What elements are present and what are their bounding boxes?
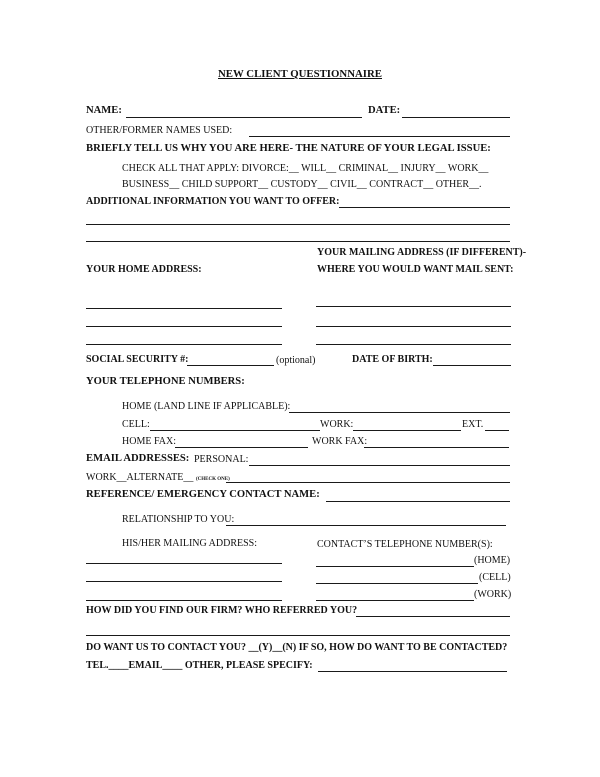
contact-work-phone-field[interactable] <box>316 600 474 601</box>
contact-cell-label: (CELL) <box>479 572 511 583</box>
date-label: DATE: <box>368 105 401 116</box>
check-one-note: (CHECK ONE) <box>196 477 230 482</box>
relationship-field[interactable] <box>226 525 506 526</box>
additional-info-line-2[interactable] <box>86 224 510 225</box>
contact-method-label[interactable]: TEL.____EMAIL____ OTHER, PLEASE SPECIFY: <box>86 660 313 671</box>
date-field[interactable] <box>402 117 510 118</box>
contact-method-other-field[interactable] <box>318 671 507 672</box>
additional-info-line-3[interactable] <box>86 241 510 242</box>
home-address-label: YOUR HOME ADDRESS: <box>86 264 202 275</box>
personal-email-field[interactable] <box>249 465 510 466</box>
contact-permission-question[interactable]: DO WANT US TO CONTACT YOU? __(Y)__(N) IF SO, HOW DO WANT TO BE CONTACTED? <box>86 642 508 653</box>
work-fax-label: WORK FAX: <box>312 436 368 447</box>
contact-cell-phone-field[interactable] <box>316 583 478 584</box>
contact-address-line-1[interactable] <box>86 563 282 564</box>
referral-field[interactable] <box>356 616 510 617</box>
mailing-address-line-3[interactable] <box>316 344 511 345</box>
contact-home-label: (HOME) <box>474 555 511 566</box>
ssn-optional-note: (optional) <box>276 355 316 366</box>
case-type-checklist-line-2[interactable]: BUSINESS__ CHILD SUPPORT__ CUSTODY__ CIVIL__ CONTRACT__ OTHER__. <box>122 179 482 190</box>
cell-label: CELL: <box>122 419 150 430</box>
work-fax-field[interactable] <box>364 447 509 448</box>
name-field[interactable] <box>126 117 362 118</box>
home-fax-label: HOME FAX: <box>122 436 176 447</box>
dob-field[interactable] <box>433 365 511 366</box>
ext-field[interactable] <box>485 430 509 431</box>
ext-label: EXT. <box>462 419 484 430</box>
reference-contact-label: REFERENCE/ EMERGENCY CONTACT NAME: <box>86 489 320 500</box>
name-label: NAME: <box>86 105 122 116</box>
personal-email-label: PERSONAL: <box>194 454 249 465</box>
work-alternate-label[interactable]: WORK__ALTERNATE__ <box>86 472 194 483</box>
work-email-field[interactable] <box>226 482 510 483</box>
reference-contact-field[interactable] <box>326 501 510 502</box>
ssn-field[interactable] <box>187 365 274 366</box>
other-names-field[interactable] <box>249 136 510 137</box>
mailing-address-line-1[interactable] <box>316 306 511 307</box>
home-fax-field[interactable] <box>175 447 308 448</box>
cell-field[interactable] <box>150 430 320 431</box>
contact-work-label: (WORK) <box>474 589 512 600</box>
home-address-line-1[interactable] <box>86 308 282 309</box>
form-title: NEW CLIENT QUESTIONNAIRE <box>218 68 382 80</box>
brief-label: BRIEFLY TELL US WHY YOU ARE HERE- THE NATURE OF YOUR LEGAL ISSUE: <box>86 143 491 154</box>
home-phone-label: HOME (LAND LINE IF APPLICABLE): <box>122 401 291 412</box>
ssn-label: SOCIAL SECURITY #: <box>86 354 189 365</box>
additional-info-field[interactable] <box>339 207 510 208</box>
referral-line-2[interactable] <box>86 635 510 636</box>
work-phone-field[interactable] <box>353 430 461 431</box>
contact-home-phone-field[interactable] <box>316 566 474 567</box>
contact-address-line-2[interactable] <box>86 581 282 582</box>
other-names-label: OTHER/FORMER NAMES USED: <box>86 125 233 136</box>
dob-label: DATE OF BIRTH: <box>352 354 433 365</box>
case-type-checklist-line-1[interactable]: CHECK ALL THAT APPLY: DIVORCE:__ WILL__ CRIMINAL__ INJURY__ WORK__ <box>122 163 489 174</box>
telephone-label: YOUR TELEPHONE NUMBERS: <box>86 376 245 387</box>
home-phone-field[interactable] <box>289 412 510 413</box>
contact-address-line-3[interactable] <box>86 600 282 601</box>
home-address-line-2[interactable] <box>86 326 282 327</box>
home-address-line-3[interactable] <box>86 344 282 345</box>
work-phone-label: WORK: <box>320 419 354 430</box>
email-label: EMAIL ADDRESSES: <box>86 453 190 464</box>
mailing-address-label-1: YOUR MAILING ADDRESS (IF DIFFERENT)- <box>317 247 527 258</box>
his-her-mailing-label: HIS/HER MAILING ADDRESS: <box>122 538 258 549</box>
referral-question-label: HOW DID YOU FIND OUR FIRM? WHO REFERRED YOU? <box>86 605 358 616</box>
mailing-address-line-2[interactable] <box>316 326 511 327</box>
relationship-label: RELATIONSHIP TO YOU: <box>122 514 235 525</box>
additional-info-label: ADDITIONAL INFORMATION YOU WANT TO OFFER: <box>86 196 340 207</box>
mailing-address-label-2: WHERE YOU WOULD WANT MAIL SENT: <box>317 264 514 275</box>
contact-phone-label: CONTACT’S TELEPHONE NUMBER(S): <box>317 539 493 550</box>
